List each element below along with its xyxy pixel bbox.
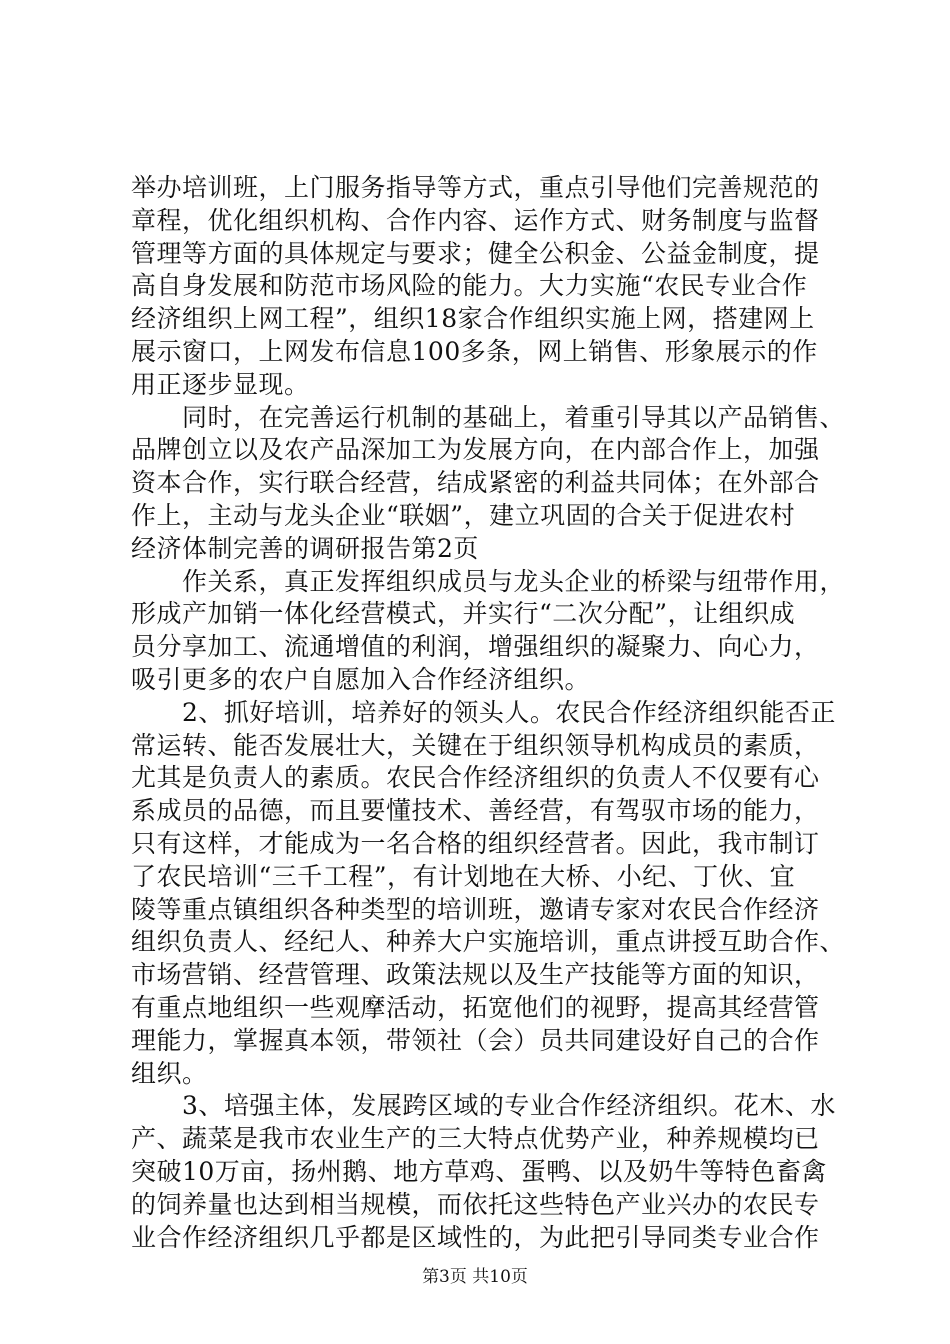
text-line: 了农民培训“三千工程”，有计划地在大桥、小纪、丁伙、宜 bbox=[131, 861, 796, 891]
text-line: 举办培训班，上门服务指导等方式，重点引导他们完善规范的 bbox=[131, 173, 820, 202]
text-line: 理能力，掌握真本领，带领社（会）员共同建设好自己的合作 bbox=[131, 1025, 820, 1055]
text-line: 尤其是负责人的素质。农民合作经济组织的负责人不仅要有心 bbox=[131, 763, 820, 793]
text-line: 用正逐步显现。 bbox=[131, 369, 310, 399]
text-line: 市场营销、经营管理、政策法规以及生产技能等方面的知识， bbox=[131, 960, 820, 990]
text-line: 吸引更多的农户自愿加入合作经济组织。 bbox=[131, 664, 591, 694]
text-line: 同时，在完善运行机制的基础上，着重引导其以产品销售、 bbox=[131, 402, 846, 432]
text-line: 资本合作，实行联合经营，结成紧密的利益共同体；在外部合 bbox=[131, 468, 820, 498]
text-line: 只有这样，才能成为一名合格的组织经营者。因此，我市制订 bbox=[131, 828, 820, 858]
text-line: 经济体制完善的调研报告第2页 bbox=[131, 533, 479, 563]
text-line: 业合作经济组织几乎都是区域性的，为此把引导同类专业合作 bbox=[131, 1222, 820, 1252]
text-line: 组织负责人、经纪人、种养大户实施培训，重点讲授互助合作、 bbox=[131, 927, 846, 957]
text-line: 作关系，真正发挥组织成员与龙头企业的桥梁与纽带作用， bbox=[131, 566, 846, 596]
text-line: 高自身发展和防范市场风险的能力。大力实施“农民专业合作 bbox=[131, 271, 808, 301]
text-line: 品牌创立以及农产品深加工为发展方向，在内部合作上，加强 bbox=[131, 435, 820, 465]
text-line: 章程，优化组织机构、合作内容、运作方式、财务制度与监督 bbox=[131, 205, 820, 235]
page-number-footer: 第3页 共10页 bbox=[422, 1267, 528, 1287]
document-body bbox=[131, 172, 846, 1254]
text-line: 展示窗口，上网发布信息100多条，网上销售、形象展示的作 bbox=[131, 336, 818, 366]
text-line: 产、蔬菜是我市农业生产的三大特点优势产业，种养规模均已 bbox=[131, 1124, 820, 1154]
text-line: 常运转、能否发展壮大，关键在于组织领导机构成员的素质， bbox=[131, 730, 820, 760]
text-line: 2、抓好培训，培养好的领头人。农民合作经济组织能否正 bbox=[131, 697, 836, 727]
text-line: 管理等方面的具体规定与要求；健全公积金、公益金制度，提 bbox=[131, 238, 820, 268]
text-line: 系成员的品德，而且要懂技术、善经营，有驾驭市场的能力， bbox=[131, 796, 820, 826]
text-line: 的饲养量也达到相当规模，而依托这些特色产业兴办的农民专 bbox=[131, 1189, 820, 1219]
text-line: 员分享加工、流通增值的利润，增强组织的凝聚力、向心力， bbox=[131, 632, 820, 662]
text-line: 组织。 bbox=[131, 1058, 208, 1088]
text-line: 突破10万亩，扬州鹅、地方草鸡、蛋鸭、以及奶牛等特色畜禽 bbox=[131, 1156, 827, 1186]
text-line: 陵等重点镇组织各种类型的培训班，邀请专家对农民合作经济 bbox=[131, 894, 820, 924]
text-line: 有重点地组织一些观摩活动，拓宽他们的视野，提高其经营管 bbox=[131, 992, 820, 1022]
text-line: 经济组织上网工程”，组织18家合作组织实施上网，搭建网上 bbox=[131, 304, 815, 334]
text-line: 3、培强主体，发展跨区域的专业合作经济组织。花木、水 bbox=[131, 1091, 836, 1121]
text-line: 作上，主动与龙头企业“联姻”，建立巩固的合关于促进农村 bbox=[131, 500, 796, 530]
text-line: 形成产加销一体化经营模式，并实行“二次分配”，让组织成 bbox=[131, 599, 796, 629]
